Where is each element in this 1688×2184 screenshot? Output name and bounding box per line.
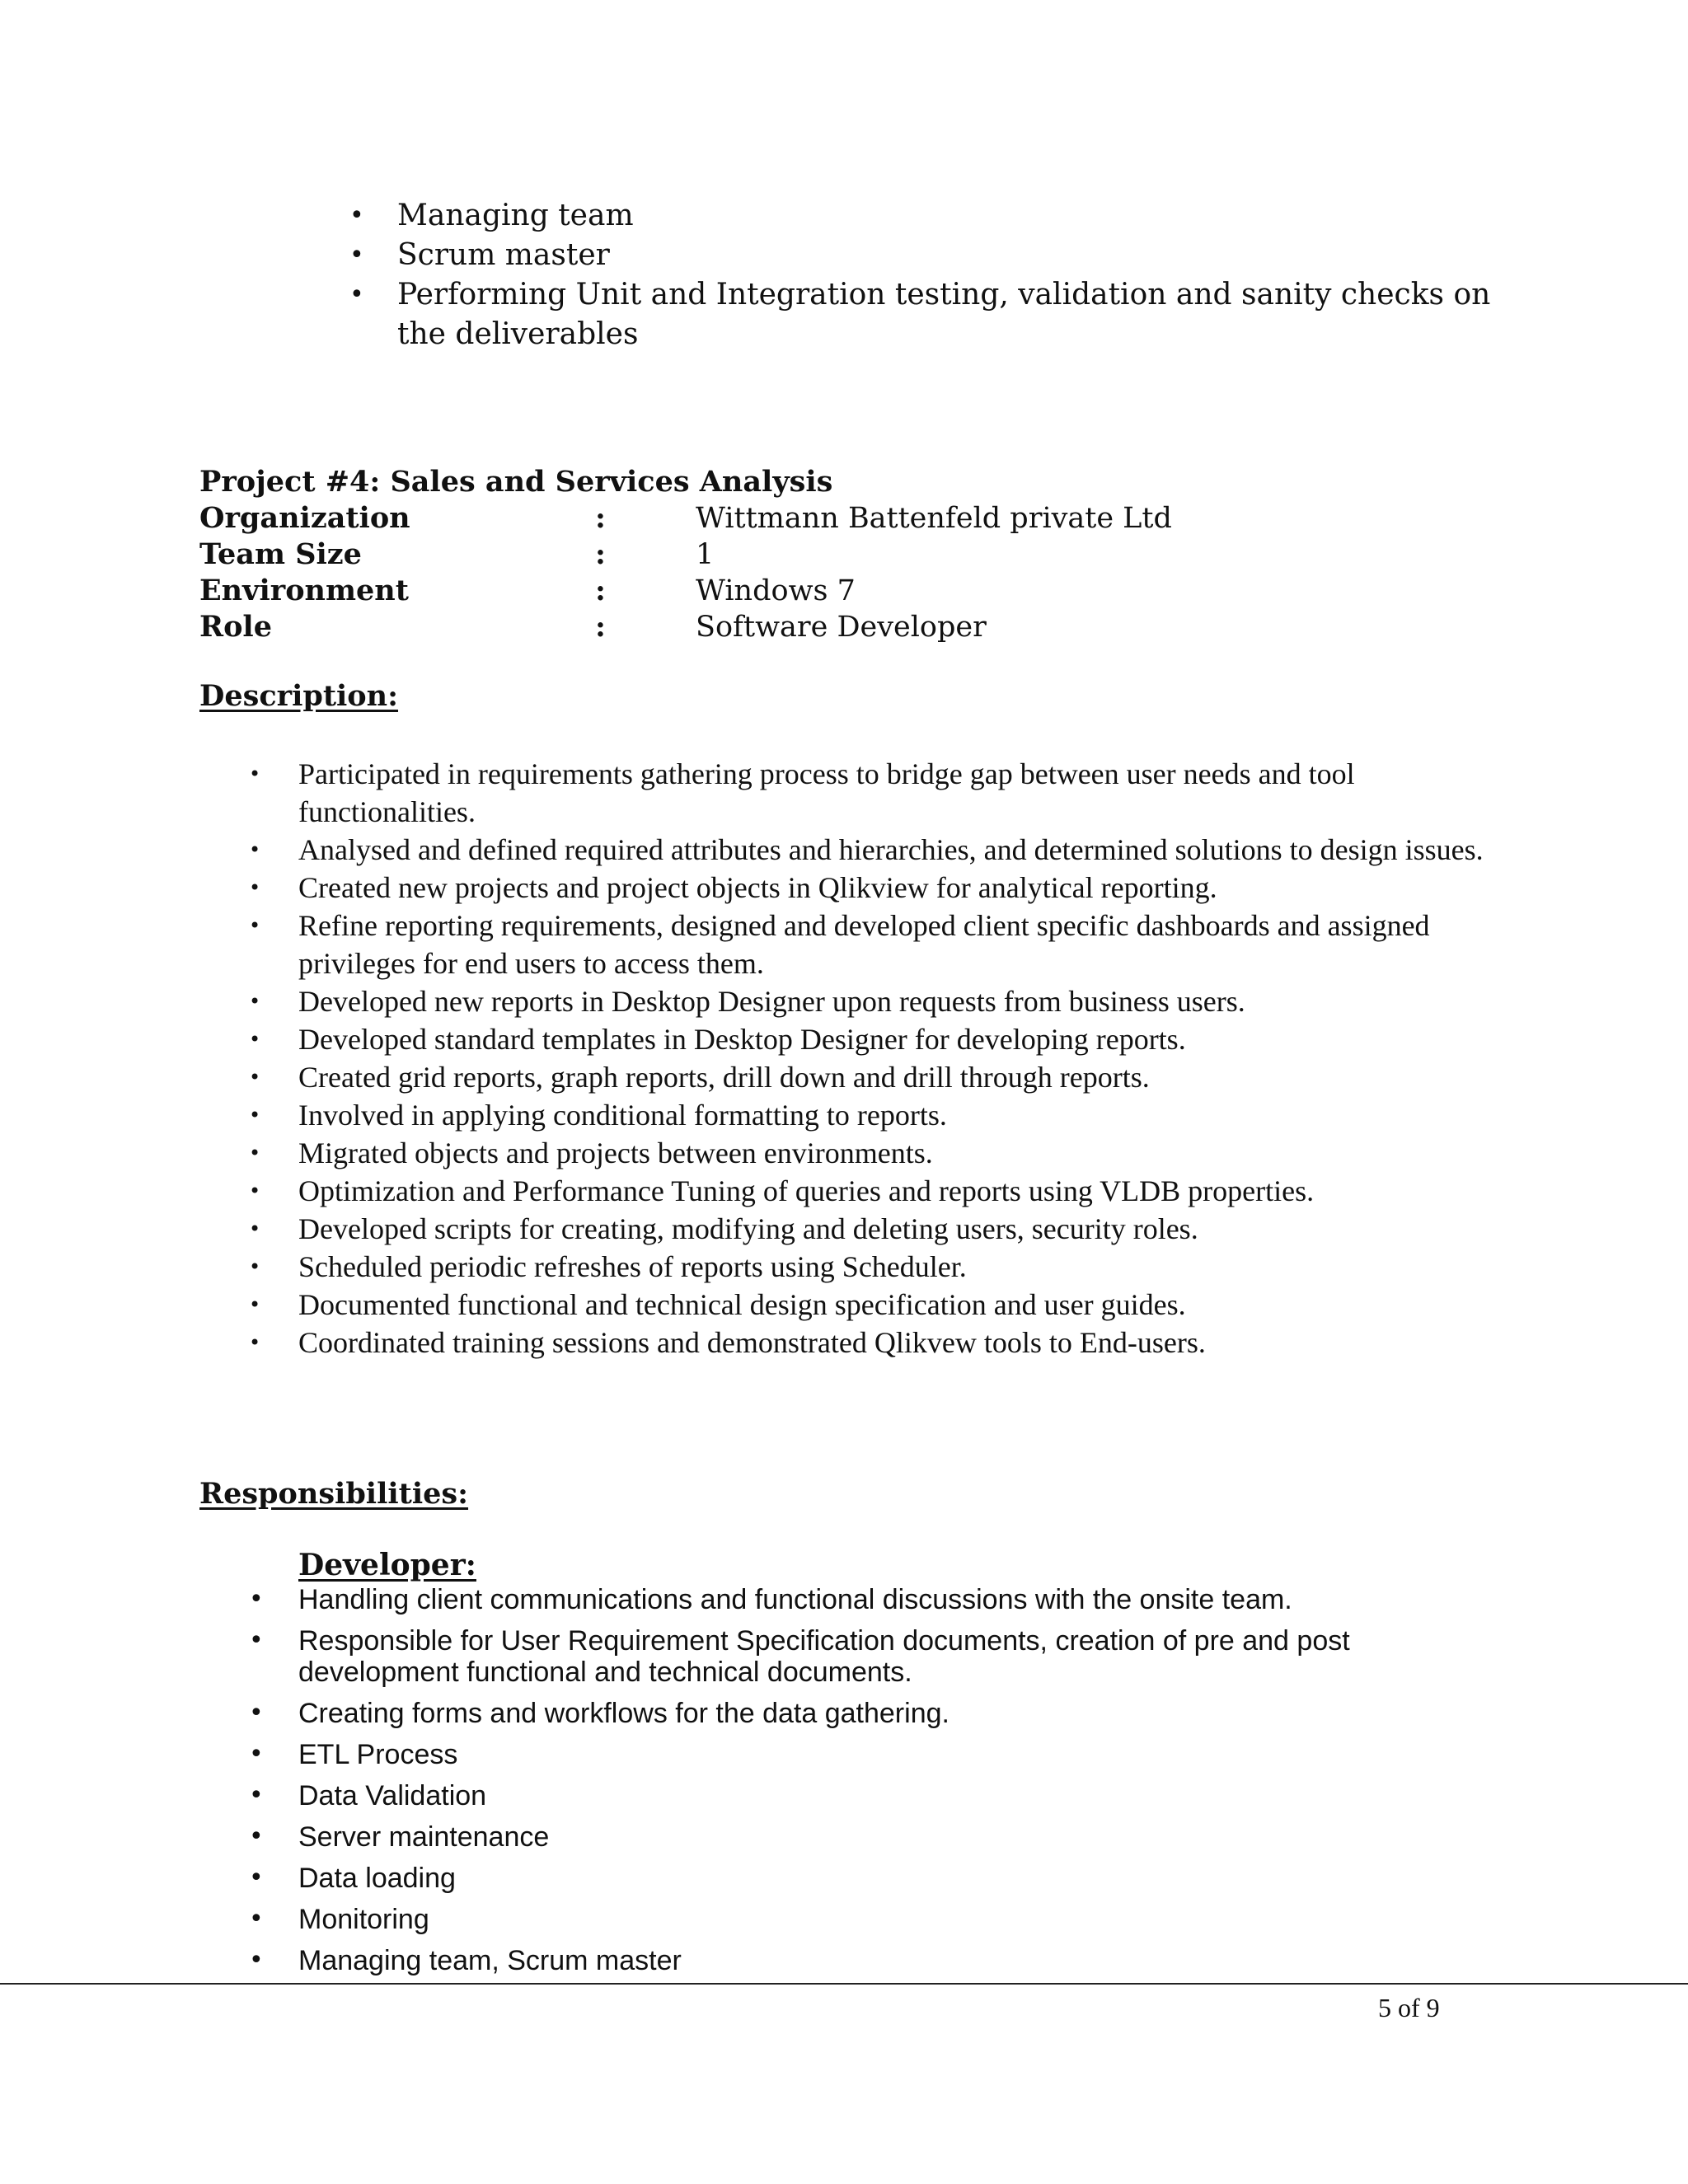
list-item: • Developed new reports in Desktop Designer upon requests from business users.	[249, 982, 1485, 1020]
list-item: • Involved in applying conditional formatting to reports.	[249, 1096, 1485, 1134]
info-separator: :	[595, 537, 606, 571]
developer-subheading: Developer:	[298, 1548, 476, 1582]
list-item: • Managing team	[349, 196, 1520, 236]
info-separator: :	[595, 501, 606, 535]
list-item: • Managing team, Scrum master	[249, 1945, 1485, 1976]
list-item: • Responsible for User Requirement Specification documents, creation of pre and post development functional and technical documents.	[249, 1625, 1485, 1688]
list-item: • Developed scripts for creating, modifying and deleting users, security roles.	[249, 1210, 1485, 1248]
list-item: • Data Validation	[249, 1780, 1485, 1811]
responsibilities-list	[249, 1584, 1485, 1986]
top-bullet-list	[349, 196, 1520, 354]
responsibilities-heading: Responsibilities:	[199, 1477, 469, 1511]
list-item: • Refine reporting requirements, designed and developed client specific dashboards and assigned privileges for end users to access them.	[249, 907, 1485, 982]
list-item: • Scheduled periodic refreshes of reports using Scheduler.	[249, 1248, 1485, 1286]
page-number: 5 of 9	[1378, 1993, 1440, 2022]
info-separator: :	[595, 574, 606, 607]
info-value: Software Developer	[696, 611, 987, 644]
list-item: • Scrum master	[349, 236, 1520, 275]
description-heading: Description:	[199, 679, 399, 713]
list-item: • Data loading	[249, 1863, 1485, 1894]
list-item: • Participated in requirements gathering process to bridge gap between user needs and tool functionalities.	[249, 755, 1485, 831]
info-label: Environment	[199, 574, 409, 607]
info-label: Organization	[199, 501, 410, 535]
info-row-organization	[199, 500, 1518, 537]
info-row-team-size	[199, 537, 1518, 573]
list-item: • Documented functional and technical design specification and user guides.	[249, 1286, 1485, 1324]
project-info-table	[199, 500, 1518, 645]
list-item: • Creating forms and workflows for the data gathering.	[249, 1698, 1485, 1729]
list-item: • Optimization and Performance Tuning of queries and reports using VLDB properties.	[249, 1172, 1485, 1210]
footer-divider	[0, 1983, 1688, 1985]
info-value: 1	[696, 538, 715, 571]
list-item: • ETL Process	[249, 1739, 1485, 1770]
list-item: • Server maintenance	[249, 1821, 1485, 1853]
info-value: Windows 7	[696, 574, 856, 607]
list-item: • Migrated objects and projects between environments.	[249, 1134, 1485, 1172]
info-separator: :	[595, 610, 606, 644]
list-item: • Handling client communications and functional discussions with the onsite team.	[249, 1584, 1485, 1615]
info-row-environment	[199, 573, 1518, 609]
project-title: Project #4: Sales and Services Analysis	[199, 465, 833, 499]
list-item: • Analysed and defined required attributes and hierarchies, and determined solutions to design issues.	[249, 831, 1485, 869]
info-value: Wittmann Battenfeld private Ltd	[696, 502, 1172, 535]
description-list	[249, 755, 1485, 1361]
info-row-role	[199, 609, 1518, 645]
list-item: • Monitoring	[249, 1904, 1485, 1935]
list-item: • Created grid reports, graph reports, drill down and drill through reports.	[249, 1058, 1485, 1096]
list-item: • Created new projects and project objects in Qlikview for analytical reporting.	[249, 869, 1485, 907]
info-label: Team Size	[199, 537, 362, 571]
list-item: • Performing Unit and Integration testing, validation and sanity checks on the deliverables	[349, 275, 1520, 354]
list-item: • Developed standard templates in Desktop Designer for developing reports.	[249, 1020, 1485, 1058]
info-label: Role	[199, 610, 272, 644]
list-item: • Coordinated training sessions and demonstrated Qlikvew tools to End-users.	[249, 1324, 1485, 1361]
